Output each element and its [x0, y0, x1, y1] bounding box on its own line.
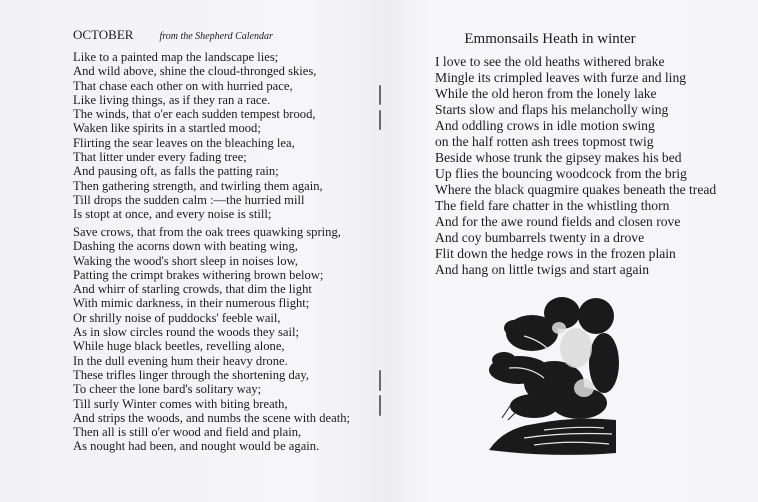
poem-header [73, 27, 273, 43]
poem-line: And for the awe round fields and closen rove [435, 214, 681, 229]
poem-line: These trifles linger through the shortening day, [73, 367, 309, 382]
poem-line: And strips the woods, and numbs the scene with death; [73, 410, 351, 425]
poem-line: And hang on little twigs and start again [435, 262, 650, 277]
poem-title-october: OCTOBER [73, 27, 134, 42]
poem-line: And wild above, shine the cloud-thronged skies, [73, 64, 317, 79]
poem-line: To cheer the lone bard's solitary way; [73, 382, 262, 397]
poem-line: Like living things, as if they ran a race. [73, 92, 271, 107]
poem-line: Till surly Winter comes with biting breath, [73, 396, 288, 411]
poem-line: Or shrilly noise of puddocks' feeble wail, [73, 310, 281, 325]
poem-line: And oddling crows in idle motion swing [435, 118, 655, 133]
poem-line: Beside whose trunk the gipsey makes his bed [435, 150, 682, 165]
poem-line: As in slow circles round the woods they sail; [73, 325, 299, 340]
poem-line: Up flies the bouncing woodcock from the brig [435, 166, 687, 181]
poem-emmonsails [435, 54, 716, 278]
poem-line: While huge black beetles, revelling alone, [73, 339, 285, 354]
poem-line: And pausing oft, as falls the patting rain; [73, 164, 279, 179]
poem-line: I love to see the old heaths withered brake [435, 54, 665, 69]
poem-line: Mingle its crimpled leaves with furze and ling [435, 70, 687, 85]
poem-line: Flirting the sear leaves on the bleaching lea, [73, 135, 295, 150]
poem-line: That litter under every fading tree; [73, 150, 247, 165]
poem-line: Save crows, that from the oak trees quawking spring, [73, 225, 341, 239]
staple-mark [379, 395, 381, 416]
poem-line: And whirr of starling crowds, that dim the light [73, 282, 312, 297]
poem-line: Is stopt at once, and every noise is still; [73, 207, 272, 222]
poem-line: on the half rotten ash trees topmost twig [435, 134, 654, 149]
poem-line: Waking the wood's short sleep in noises low, [73, 253, 299, 268]
poem-line: In the dull evening hum their heavy drone. [73, 353, 288, 368]
poem-line: Flit down the hedge rows in the frozen plain [435, 246, 676, 261]
poem-line: The field fare chatter in the whistling thorn [435, 198, 670, 213]
poem-title-emmonsails: Emmonsails Heath in winter [464, 31, 636, 47]
poem-line: Like to a painted map the landscape lies; [73, 50, 279, 64]
staple-mark [379, 85, 381, 105]
poem-line: Waken like spirits in a startled mood; [73, 121, 261, 136]
poem-line: Where the black quagmire quakes beneath the tread [435, 182, 717, 197]
poem-line: As nought had been, and nought would be again. [73, 439, 320, 454]
poem-line: Till drops the sudden calm :—the hurried mill [73, 192, 305, 207]
poem-line: Then all is still o'er wood and field and plain, [73, 425, 302, 440]
poem-line: While the old heron from the lonely lake [435, 86, 657, 101]
poem-line: Then gathering strength, and twirling them again, [73, 178, 323, 193]
poem-line: The winds, that o'er each sudden tempest brood, [73, 107, 316, 122]
staple-mark [379, 110, 381, 130]
staple-mark [379, 370, 381, 391]
woodcut-tree-icon [484, 288, 619, 458]
poem-line: Dashing the acorns down with beating wing, [73, 239, 298, 254]
poem-subtitle: from the Shepherd Calendar [159, 31, 273, 42]
poem-line: With mimic darkness, in their numerous flight; [73, 296, 310, 311]
poem-line: And coy bumbarrels twenty in a drove [435, 230, 645, 245]
stanza-2 [73, 225, 350, 454]
poem-line: That chase each other on with hurried pace, [73, 78, 293, 93]
poem-line: Starts slow and flaps his melancholly wing [435, 102, 669, 117]
poem-line: Patting the crimpt brakes withering brown below; [73, 267, 324, 282]
stanza-1 [73, 50, 323, 222]
